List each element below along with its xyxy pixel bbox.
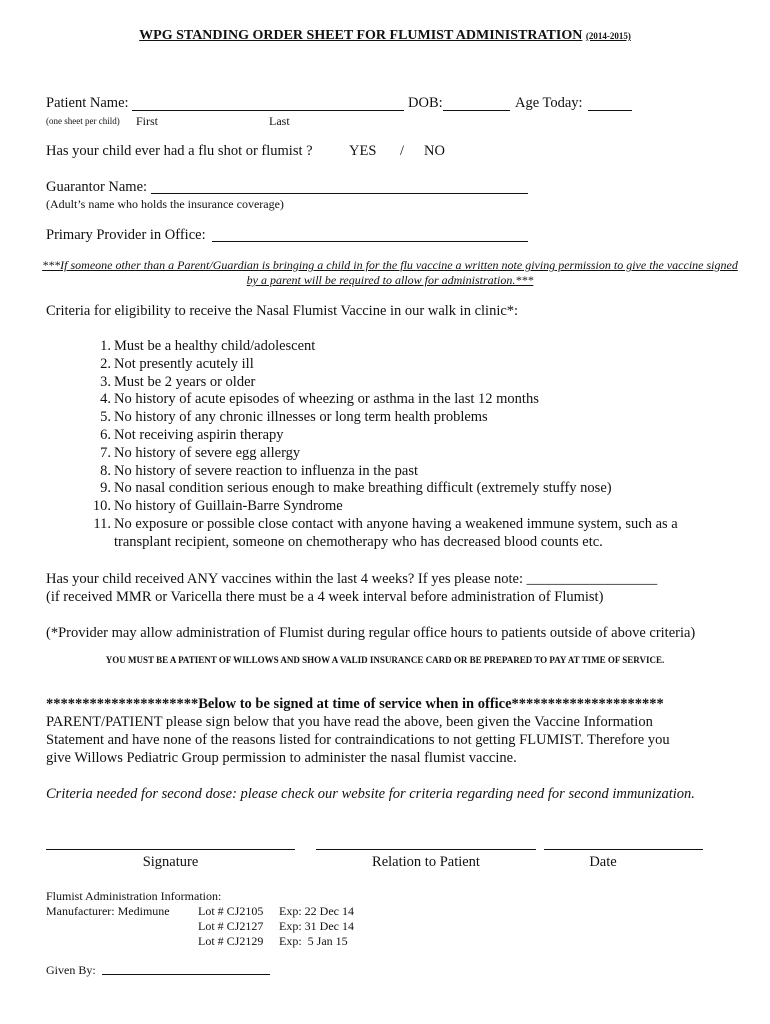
primary-provider-field[interactable] xyxy=(212,241,528,242)
signature-caption: Signature xyxy=(142,854,199,870)
date-field[interactable] xyxy=(544,849,703,850)
flu-shot-separator: / xyxy=(400,143,405,159)
second-dose-note xyxy=(46,786,695,803)
criteria-number: 6. xyxy=(100,426,111,443)
signature-section-header: *********************Below to be signed at time of service when in office********************* xyxy=(46,696,664,712)
criteria-number: 7. xyxy=(100,444,111,461)
lot-expiry: Exp: 22 Dec 14 xyxy=(279,904,354,918)
second-dose-label: Criteria needed for second dose xyxy=(46,786,233,802)
relation-caption: Relation to Patient xyxy=(372,854,480,870)
criteria-item xyxy=(85,498,725,516)
signature-field[interactable] xyxy=(46,849,295,850)
criteria-number: 5. xyxy=(100,409,111,426)
age-today-field[interactable] xyxy=(588,110,632,111)
patient-name-field[interactable] xyxy=(132,110,404,111)
criteria-item xyxy=(85,463,725,481)
page-title xyxy=(0,28,770,44)
criteria-text: No exposure or possible close contact with anyone having a weakened immune system, such as a transplant recipient, someone on chemotherapy who has decreased blood counts etc. xyxy=(114,515,678,550)
guarantor-field[interactable] xyxy=(151,193,528,194)
provider-exception-note: (*Provider may allow administration of Flumist during regular office hours to patients outside of above criteria) xyxy=(46,625,696,641)
title-year: (2014-2015) xyxy=(585,31,631,41)
criteria-text: No history of acute episodes of wheezing or asthma in the last 12 months xyxy=(114,391,539,408)
consent-line-3: give Willows Pediatric Group permission to administer the nasal flumist vaccine. xyxy=(46,750,517,766)
patient-name-label: Patient Name: xyxy=(46,95,129,111)
criteria-number: 9. xyxy=(100,480,111,497)
admin-info-heading: Flumist Administration Information: xyxy=(46,889,222,903)
criteria-text: Must be 2 years or older xyxy=(114,373,256,390)
guardian-permission-note: ***If someone other than a Parent/Guardian is bringing a child in for the flu vaccine a written note giving permission to give the vaccine signed by a parent will be required to allow for administration.*** xyxy=(42,258,738,287)
criteria-item xyxy=(85,356,725,374)
criteria-item xyxy=(85,516,725,552)
criteria-text: No history of Guillain-Barre Syndrome xyxy=(114,498,343,515)
criteria-item xyxy=(85,338,725,356)
given-by-label: Given By: xyxy=(46,963,96,977)
criteria-text: Not presently acutely ill xyxy=(114,355,254,372)
lot-number: Lot # CJ2129 xyxy=(198,934,264,948)
guarantor-label: Guarantor Name: xyxy=(46,179,148,195)
given-by-field[interactable] xyxy=(102,974,270,975)
recent-vaccines-field[interactable]: __________________ xyxy=(526,571,658,587)
criteria-intro: Criteria for eligibility to receive the Nasal Flumist Vaccine in our walk in clinic*: xyxy=(46,303,519,319)
criteria-item xyxy=(85,445,725,463)
lot-number: Lot # CJ2105 xyxy=(198,904,264,918)
relation-field[interactable] xyxy=(316,849,536,850)
criteria-number: 11. xyxy=(93,515,111,532)
flu-shot-no-option[interactable]: NO xyxy=(424,143,445,159)
first-name-caption: First xyxy=(136,114,159,128)
criteria-item xyxy=(85,427,725,445)
criteria-number: 8. xyxy=(100,462,111,479)
recent-vaccines-question xyxy=(46,571,657,588)
criteria-text: No nasal condition serious enough to make breathing difficult (extremely stuffy nose) xyxy=(114,480,612,497)
criteria-item xyxy=(85,409,725,427)
insurance-notice: YOU MUST BE A PATIENT OF WILLOWS AND SHOW A VALID INSURANCE CARD OR BE PREPARED TO PAY AT TIME OF SERVICE. xyxy=(105,655,665,665)
last-name-caption: Last xyxy=(269,114,290,128)
lot-expiry: Exp: 5 Jan 15 xyxy=(279,934,348,948)
criteria-number: 10. xyxy=(92,498,111,515)
criteria-number: 4. xyxy=(100,391,111,408)
consent-line-2: Statement and have none of the reasons listed for contraindications to not getting FLUMIST. Therefore you xyxy=(46,732,670,748)
criteria-number: 2. xyxy=(100,355,111,372)
second-dose-text: : please check our website for criteria regarding need for second immunization. xyxy=(232,786,695,802)
criteria-item xyxy=(85,391,725,409)
criteria-text: No history of severe reaction to influenza in the past xyxy=(114,462,418,479)
lot-number: Lot # CJ2127 xyxy=(198,919,264,933)
recent-vaccines-text: Has your child received ANY vaccines within the last 4 weeks? If yes please note: xyxy=(46,571,523,587)
title-text: WPG STANDING ORDER SHEET FOR FLUMIST ADMINISTRATION xyxy=(139,28,583,43)
manufacturer-label: Manufacturer: Medimune xyxy=(46,904,170,918)
flu-shot-yes-option[interactable]: YES xyxy=(349,143,377,159)
primary-provider-label: Primary Provider in Office: xyxy=(46,227,206,243)
dob-label: DOB: xyxy=(408,95,443,111)
criteria-text: Must be a healthy child/adolescent xyxy=(114,338,316,354)
date-caption: Date xyxy=(589,854,617,870)
one-sheet-note: (one sheet per child) xyxy=(46,116,120,126)
mmr-interval-note: (if received MMR or Varicella there must be a 4 week interval before administration of Flumist) xyxy=(46,589,604,605)
criteria-item xyxy=(85,480,725,498)
criteria-text: Not receiving aspirin therapy xyxy=(114,426,284,443)
flu-shot-question: Has your child ever had a flu shot or flumist ? xyxy=(46,143,313,159)
dob-field[interactable] xyxy=(443,110,510,111)
age-today-label: Age Today: xyxy=(515,95,583,111)
consent-line-1: PARENT/PATIENT please sign below that you have read the above, been given the Vaccine Information xyxy=(46,714,653,730)
criteria-text: No history of any chronic illnesses or long term health problems xyxy=(114,409,488,426)
criteria-text: No history of severe egg allergy xyxy=(114,444,301,461)
criteria-number: 3. xyxy=(100,373,111,390)
criteria-item xyxy=(85,374,725,392)
guarantor-sub-note: (Adult’s name who holds the insurance coverage) xyxy=(46,197,284,211)
lot-expiry: Exp: 31 Dec 14 xyxy=(279,919,354,933)
criteria-list xyxy=(85,338,725,552)
criteria-number: 1. xyxy=(100,338,111,354)
